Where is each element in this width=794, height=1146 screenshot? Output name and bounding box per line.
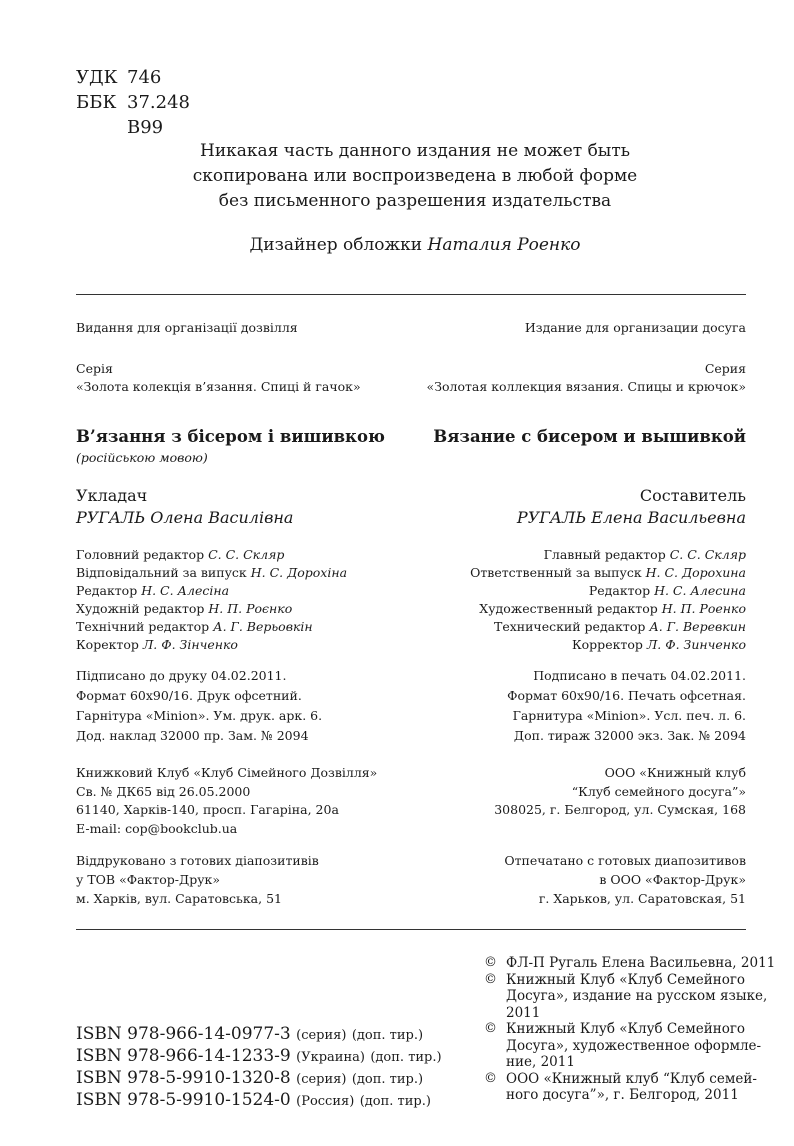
left-edition-type: Видання для організації дозвілля xyxy=(76,320,298,335)
right-printed-line: г. Харьков, ул. Саратовская, 51 xyxy=(538,891,746,906)
cover-designer-label: Дизайнер обложки xyxy=(249,235,423,255)
left-series-name: «Золота колекція в’язання. Спиці й гачок» xyxy=(76,379,361,394)
right-publisher-line: 308025, г. Белгород, ул. Сумская, 168 xyxy=(494,802,746,817)
left-printed-line: у ТОВ «Фактор-Друк» xyxy=(76,872,221,887)
copyright-item: © ФЛ-П Ругаль Елена Васильевна, 2011 xyxy=(484,955,776,971)
bbk-value: 37.248 xyxy=(127,92,190,113)
left-series-label: Серія xyxy=(76,361,113,376)
left-publisher-info xyxy=(76,764,416,838)
left-printed-line: м. Харків, вул. Саратовська, 51 xyxy=(76,891,282,906)
udk-label: УДК xyxy=(76,67,118,88)
left-publisher-line: Книжковий Клуб «Клуб Сімейного Дозвілля» xyxy=(76,765,378,780)
bbk-label: ББК xyxy=(76,92,117,113)
left-staff-row: Коректор Л. Ф. Зінченко xyxy=(76,637,238,652)
isbn-line: ISBN 978-5-9910-1320-8 (серия) (доп. тир.) xyxy=(76,1068,424,1088)
copyright-icon: © xyxy=(484,1021,497,1036)
isbn-line: ISBN 978-5-9910-1524-0 (Россия) (доп. тир.) xyxy=(76,1090,431,1110)
copyright-icon: © xyxy=(484,955,497,970)
right-printed-line: Отпечатано с готовых диапозитивов xyxy=(504,853,746,868)
right-print-info xyxy=(406,666,746,746)
left-language-note: (російською мовою) xyxy=(76,450,208,465)
right-compiler-name: РУГАЛЬ Елена Васильевна xyxy=(516,508,746,527)
right-compiler-label: Составитель xyxy=(639,486,746,505)
left-printed-line: Віддруковано з готових діапозитивів xyxy=(76,853,319,868)
left-print-line: Підписано до друку 04.02.2011. xyxy=(76,668,287,683)
right-staff-row: Редактор Н. С. Алесина xyxy=(588,583,746,598)
left-publisher-line: 61140, Харків-140, просп. Гагаріна, 20а xyxy=(76,802,339,817)
right-staff-row: Ответственный за выпуск Н. С. Дорохина xyxy=(470,565,746,580)
copyright-item: © Книжный Клуб «Клуб Семейного Досуга», художественное оформле- ние, 2011 xyxy=(484,1021,762,1070)
left-publisher-line: Св. № ДК65 від 26.05.2000 xyxy=(76,783,251,799)
right-staff-row: Технический редактор А. Г. Веревкин xyxy=(493,619,746,634)
right-edition-type: Издание для организации досуга xyxy=(524,320,746,335)
right-printed-by xyxy=(406,851,746,908)
notice-line-2: скопирована или воспроизведена в любой форме xyxy=(192,166,638,186)
left-staff-row: Художній редактор Н. П. Роєнко xyxy=(76,601,293,616)
right-staff-row: Главный редактор С. С. Скляр xyxy=(543,547,746,562)
top-divider xyxy=(76,294,746,295)
left-compiler-label: Укладач xyxy=(76,486,148,505)
notice-line-3: без письменного разрешения издательства xyxy=(218,191,612,211)
left-staff-list xyxy=(76,546,416,654)
bottom-divider xyxy=(76,929,746,930)
copyright-icon: © xyxy=(484,971,497,987)
udk-value: 746 xyxy=(127,67,162,88)
left-staff-row: Технічний редактор А. Г. Вeрьовкін xyxy=(76,619,313,634)
author-mark: В99 xyxy=(127,117,164,138)
right-staff-row: Художественный редактор Н. П. Роенко xyxy=(479,601,746,616)
left-staff-row: Редактор Н. С. Алесіна xyxy=(76,583,230,598)
right-title: Вязание с бисером и вышивкой xyxy=(433,427,746,446)
right-staff-list xyxy=(406,546,746,654)
copyright-list xyxy=(484,955,776,1104)
right-publisher-info xyxy=(406,764,746,820)
left-print-line: Формат 60х90/16. Друк офсетний. xyxy=(76,688,302,703)
left-staff-row: Головний редактор С. С. Скляр xyxy=(76,547,285,562)
right-series-name: «Золотая коллекция вязания. Спицы и крючок» xyxy=(426,379,746,394)
copyright-item: © Книжный Клуб «Клуб Семейного Досуга», издание на русском языке, 2011 xyxy=(484,971,768,1021)
notice-line-1: Никакая часть данного издания не может быть xyxy=(200,141,630,161)
left-title: В’язання з бісером і вишивкою xyxy=(76,427,385,446)
right-publisher-line: ООО «Книжный клуб xyxy=(604,765,746,780)
right-printed-line: в ООО «Фактор-Друк» xyxy=(599,872,746,887)
right-publisher-line: “Клуб семейного досуга”» xyxy=(571,783,746,799)
right-staff-row: Корректор Л. Ф. Зинченко xyxy=(571,637,746,652)
copyright-icon: © xyxy=(484,1070,497,1086)
left-compiler-name: РУГАЛЬ Олена Василівна xyxy=(76,508,294,527)
isbn-line: ISBN 978-966-14-0977-3 (серия) (доп. тир.) xyxy=(76,1024,424,1044)
right-print-line: Формат 60х90/16. Печать офсетная. xyxy=(507,688,746,703)
right-print-line: Доп. тираж 32000 экз. Зак. № 2094 xyxy=(513,728,746,743)
left-printed-by xyxy=(76,851,416,908)
right-series-label: Серия xyxy=(704,361,746,376)
left-staff-row: Відповідальний за випуск Н. С. Дорохіна xyxy=(76,565,348,580)
left-print-line: Гарнітура «Minion». Ум. друк. арк. 6. xyxy=(76,708,323,723)
left-print-line: Дод. наклад 32000 пр. Зам. № 2094 xyxy=(76,728,309,743)
left-print-info xyxy=(76,666,416,746)
left-publisher-line: E-mail: cop@bookclub.ua xyxy=(76,820,238,836)
copyright-item: © ООО «Книжный клуб “Клуб семей- ного досуга”», г. Белгород, 2011 xyxy=(484,1070,757,1103)
isbn-line: ISBN 978-966-14-1233-9 (Украина) (доп. тир.) xyxy=(76,1046,442,1066)
cover-designer-name: Наталия Роенко xyxy=(427,235,581,255)
right-print-line: Подписано в печать 04.02.2011. xyxy=(533,668,746,683)
right-print-line: Гарнитура «Minion». Усл. печ. л. 6. xyxy=(512,708,746,723)
cover-designer xyxy=(180,235,650,255)
isbn-list xyxy=(76,1024,442,1112)
